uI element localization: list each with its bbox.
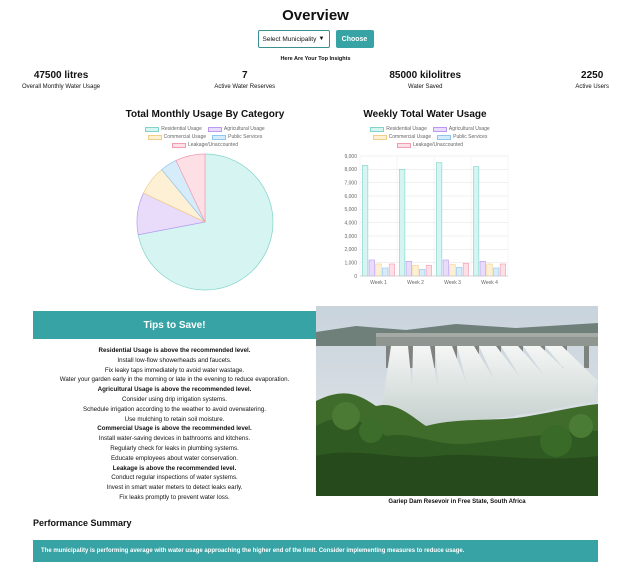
bar[interactable] [413,265,419,276]
tip-item: Invest in smart water meters to detect leaks early. [106,484,243,492]
legend-label: Leakage/Unaccounted [412,142,464,148]
stat-value: 85000 kilolitres [389,70,462,81]
legend-item[interactable] [172,142,238,148]
x-tick-label: Week 2 [407,280,424,286]
tips-list [33,346,316,503]
performance-summary-box: The municipality is performing average with water usage approaching the higher end of the limit. Consider implementing measures to reduce usage. [33,540,598,562]
municipality-controls [0,30,631,48]
x-tick-label: Week 1 [370,280,387,286]
pie-chart-title: Total Monthly Usage By Category [125,109,285,120]
tip-item: Regularly check for leaks in plumbing systems. [110,444,239,452]
y-tick-label: 9,000 [344,153,357,160]
legend-swatch [148,135,162,140]
tip-item: Water your garden early in the morning or late in the evening to reduce evaporation. [59,376,290,384]
municipality-select[interactable] [258,30,330,48]
bar[interactable] [500,264,506,276]
legend-swatch [373,135,387,140]
legend-label: Agricultural Usage [448,126,490,132]
y-tick-label: 0 [354,273,357,280]
stat-value: 47500 litres [33,70,89,81]
legend-label: Leakage/Unaccounted [187,142,239,148]
tip-item: Fix leaky taps immediately to avoid water wastage. [104,366,245,374]
tip-heading: Agricultural Usage is above the recommended level. [97,386,252,394]
stat-label: Active Users [575,84,609,90]
tip-item: Educate employees about water conservation. [111,454,238,462]
dam-photo [316,306,598,496]
y-tick-label: 5,000 [344,207,357,214]
page-title: Overview [282,7,349,24]
bar[interactable] [493,268,499,276]
y-tick-label: 8,000 [344,167,357,174]
bar[interactable] [399,169,405,276]
legend-swatch [433,127,447,132]
x-tick-label: Week 3 [444,280,461,286]
stat-monthly-usage [22,70,100,90]
y-tick-label: 6,000 [344,193,357,200]
legend-swatch [145,127,159,132]
stat-active-reserves [214,70,275,90]
tip-item: Install low-flow showerheads and faucets. [117,356,232,364]
legend-swatch [212,135,226,140]
bar[interactable] [436,163,442,276]
tip-item: Install water-saving devices in bathrooms and kitchens. [98,435,251,443]
bar[interactable] [463,263,469,276]
bar[interactable] [376,264,382,276]
bar-chart-title: Weekly Total Water Usage [363,109,487,120]
performance-title: Performance Summary [33,518,132,528]
bar[interactable] [419,269,425,276]
choose-button[interactable]: Choose [336,30,374,48]
legend-item[interactable] [145,126,202,132]
legend-label: Commercial Usage [388,134,432,140]
stat-active-users [575,70,609,90]
legend-item[interactable] [373,134,432,140]
bar[interactable] [362,165,368,276]
stat-label: Overall Monthly Water Usage [22,84,101,90]
legend-item[interactable] [212,134,262,140]
y-tick-label: 2,000 [344,247,357,254]
bar[interactable] [389,264,395,276]
legend-swatch [172,143,186,148]
legend-swatch [208,127,222,132]
bar[interactable] [426,265,432,276]
y-tick-label: 1,000 [344,260,357,267]
tip-item: Use mulching to retain soil moisture. [124,415,225,423]
photo-caption: Gariep Dam Resevoir in Free State, South Africa [388,499,526,505]
bar[interactable] [382,268,388,276]
insights-heading: Here Are Your Top Insights [280,56,351,62]
bar[interactable] [450,265,456,276]
tip-item: Conduct regular inspections of water systems. [111,474,238,482]
stat-label: Active Water Reserves [214,84,276,90]
tip-heading: Commercial Usage is above the recommended level. [97,425,252,433]
legend-swatch [370,127,384,132]
y-tick-label: 3,000 [344,233,357,240]
legend-item[interactable] [370,126,427,132]
tip-item: Fix leaks promptly to prevent water loss. [119,493,230,501]
x-tick-label: Week 4 [481,280,498,286]
bar-chart [338,150,513,290]
tips-header: Tips to Save! [33,311,316,339]
bar[interactable] [406,261,412,276]
y-tick-label: 7,000 [344,180,357,187]
legend-swatch [397,143,411,148]
legend-label: Public Services [228,134,263,140]
legend-label: Residential Usage [161,126,202,132]
pie-chart-legend [130,126,280,148]
bar[interactable] [487,264,493,276]
legend-item[interactable] [148,134,207,140]
tip-heading: Residential Usage is above the recommended level. [98,347,251,354]
legend-item[interactable] [397,142,463,148]
bar[interactable] [369,260,375,276]
stat-water-saved [389,70,461,90]
dam-illustration [316,306,598,496]
legend-item[interactable] [433,126,490,132]
chevron-down-icon: ▼ [318,36,325,42]
y-tick-label: 4,000 [344,220,357,227]
bar-chart-legend [355,126,505,148]
legend-label: Commercial Usage [163,134,207,140]
bar[interactable] [443,260,449,276]
stat-value: 7 [241,70,248,81]
stat-value: 2250 [581,70,604,81]
legend-label: Agricultural Usage [223,126,265,132]
tip-item: Consider using drip irrigation systems. [122,395,227,403]
tip-item: Schedule irrigation according to the weather to avoid overwatering. [83,405,266,413]
stat-label: Water Saved [408,84,443,90]
legend-item[interactable] [437,134,487,140]
tip-heading: Leakage is above the recommended level. [112,464,237,472]
bar[interactable] [480,261,486,276]
bar[interactable] [456,267,462,276]
stats-row [0,70,631,90]
legend-label: Residential Usage [386,126,427,132]
legend-label: Public Services [453,134,488,140]
pie-chart [130,150,280,295]
bar[interactable] [473,167,479,276]
municipality-select-value: Select Municipality [262,35,317,43]
legend-item[interactable] [208,126,265,132]
legend-swatch [437,135,451,140]
